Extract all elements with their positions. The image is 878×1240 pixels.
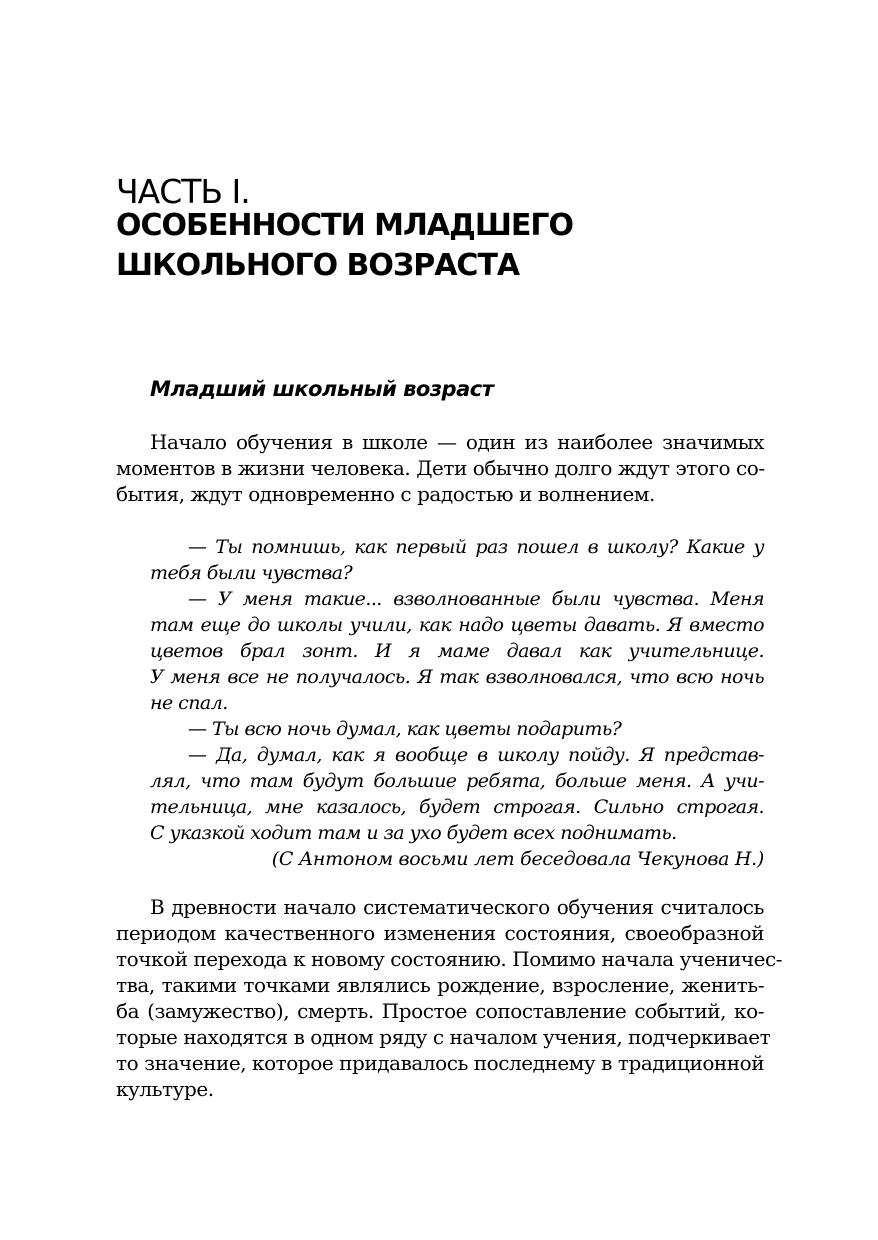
part-title [116, 206, 573, 286]
dialogue-line: тельница, мне казалось, будет строгая. Сильно строгая. [150, 796, 764, 818]
dialogue-line: там еще до школы учили, как надо цветы давать. Я вместо [150, 614, 764, 636]
text-line: моментов в жизни человека. Дети обычно долго ждут этого со- [116, 456, 765, 480]
text-line: точкой перехода к новому состоянию. Помимо начала ученичес- [116, 947, 783, 971]
text-line: Начало обучения в школе — один из наиболее значимых [150, 430, 764, 454]
dialogue-line: С указкой ходит там и за ухо будет всех поднимать. [150, 822, 677, 844]
dialogue-line: У меня все не получалось. Я так взволновался, что всю ночь [150, 666, 764, 688]
text-line: периодом качественного изменения состояния, своеобразной [116, 921, 764, 945]
text-line: бытия, ждут одновременно с радостью и волнением. [116, 482, 655, 506]
dialogue-line: — Да, думал, как я вообще в школу пойду. Я представ- [188, 744, 764, 766]
dialogue-line: — Ты всю ночь думал, как цветы подарить? [188, 718, 622, 740]
text-line: тва, такими точками являлись рождение, взросление, женить- [116, 973, 764, 997]
intro-paragraph [116, 429, 764, 507]
section-heading: Младший школьный возраст [150, 377, 494, 401]
text-line: культуре. [116, 1077, 214, 1101]
part-label: ЧАСТЬ I. [116, 172, 250, 211]
dialogue-source: (С Антоном восьми лет беседовала Чекунова Н.) [271, 848, 764, 870]
text-line: торые находятся в одном ряду с началом учения, подчеркивает [116, 1025, 771, 1049]
dialogue-line: тебя были чувства? [150, 562, 353, 584]
dialogue-line: не спал. [150, 692, 228, 714]
text-line: В древности начало систематического обучения считалось [150, 895, 764, 919]
text-line: то значение, которое придавалось последнему в традиционной [116, 1051, 765, 1075]
dialogue-line: — Ты помнишь, как первый раз пошел в школу? Какие у [188, 536, 764, 558]
dialogue-line: — У меня такие... взволнованные были чувства. Меня [188, 588, 764, 610]
interview-dialogue [150, 534, 764, 872]
history-paragraph [116, 894, 783, 1102]
dialogue-line: цветов брал зонт. И я маме давал как учительнице. [150, 640, 764, 662]
part-title-line: ОСОБЕННОСТИ МЛАДШЕГО [116, 208, 574, 243]
dialogue-line: лял, что там будут большие ребята, больше меня. А учи- [150, 770, 764, 792]
text-line: ба (замужество), смерть. Простое сопоставление событий, ко- [116, 999, 764, 1023]
part-title-line: ШКОЛЬНОГО ВОЗРАСТА [116, 248, 520, 283]
